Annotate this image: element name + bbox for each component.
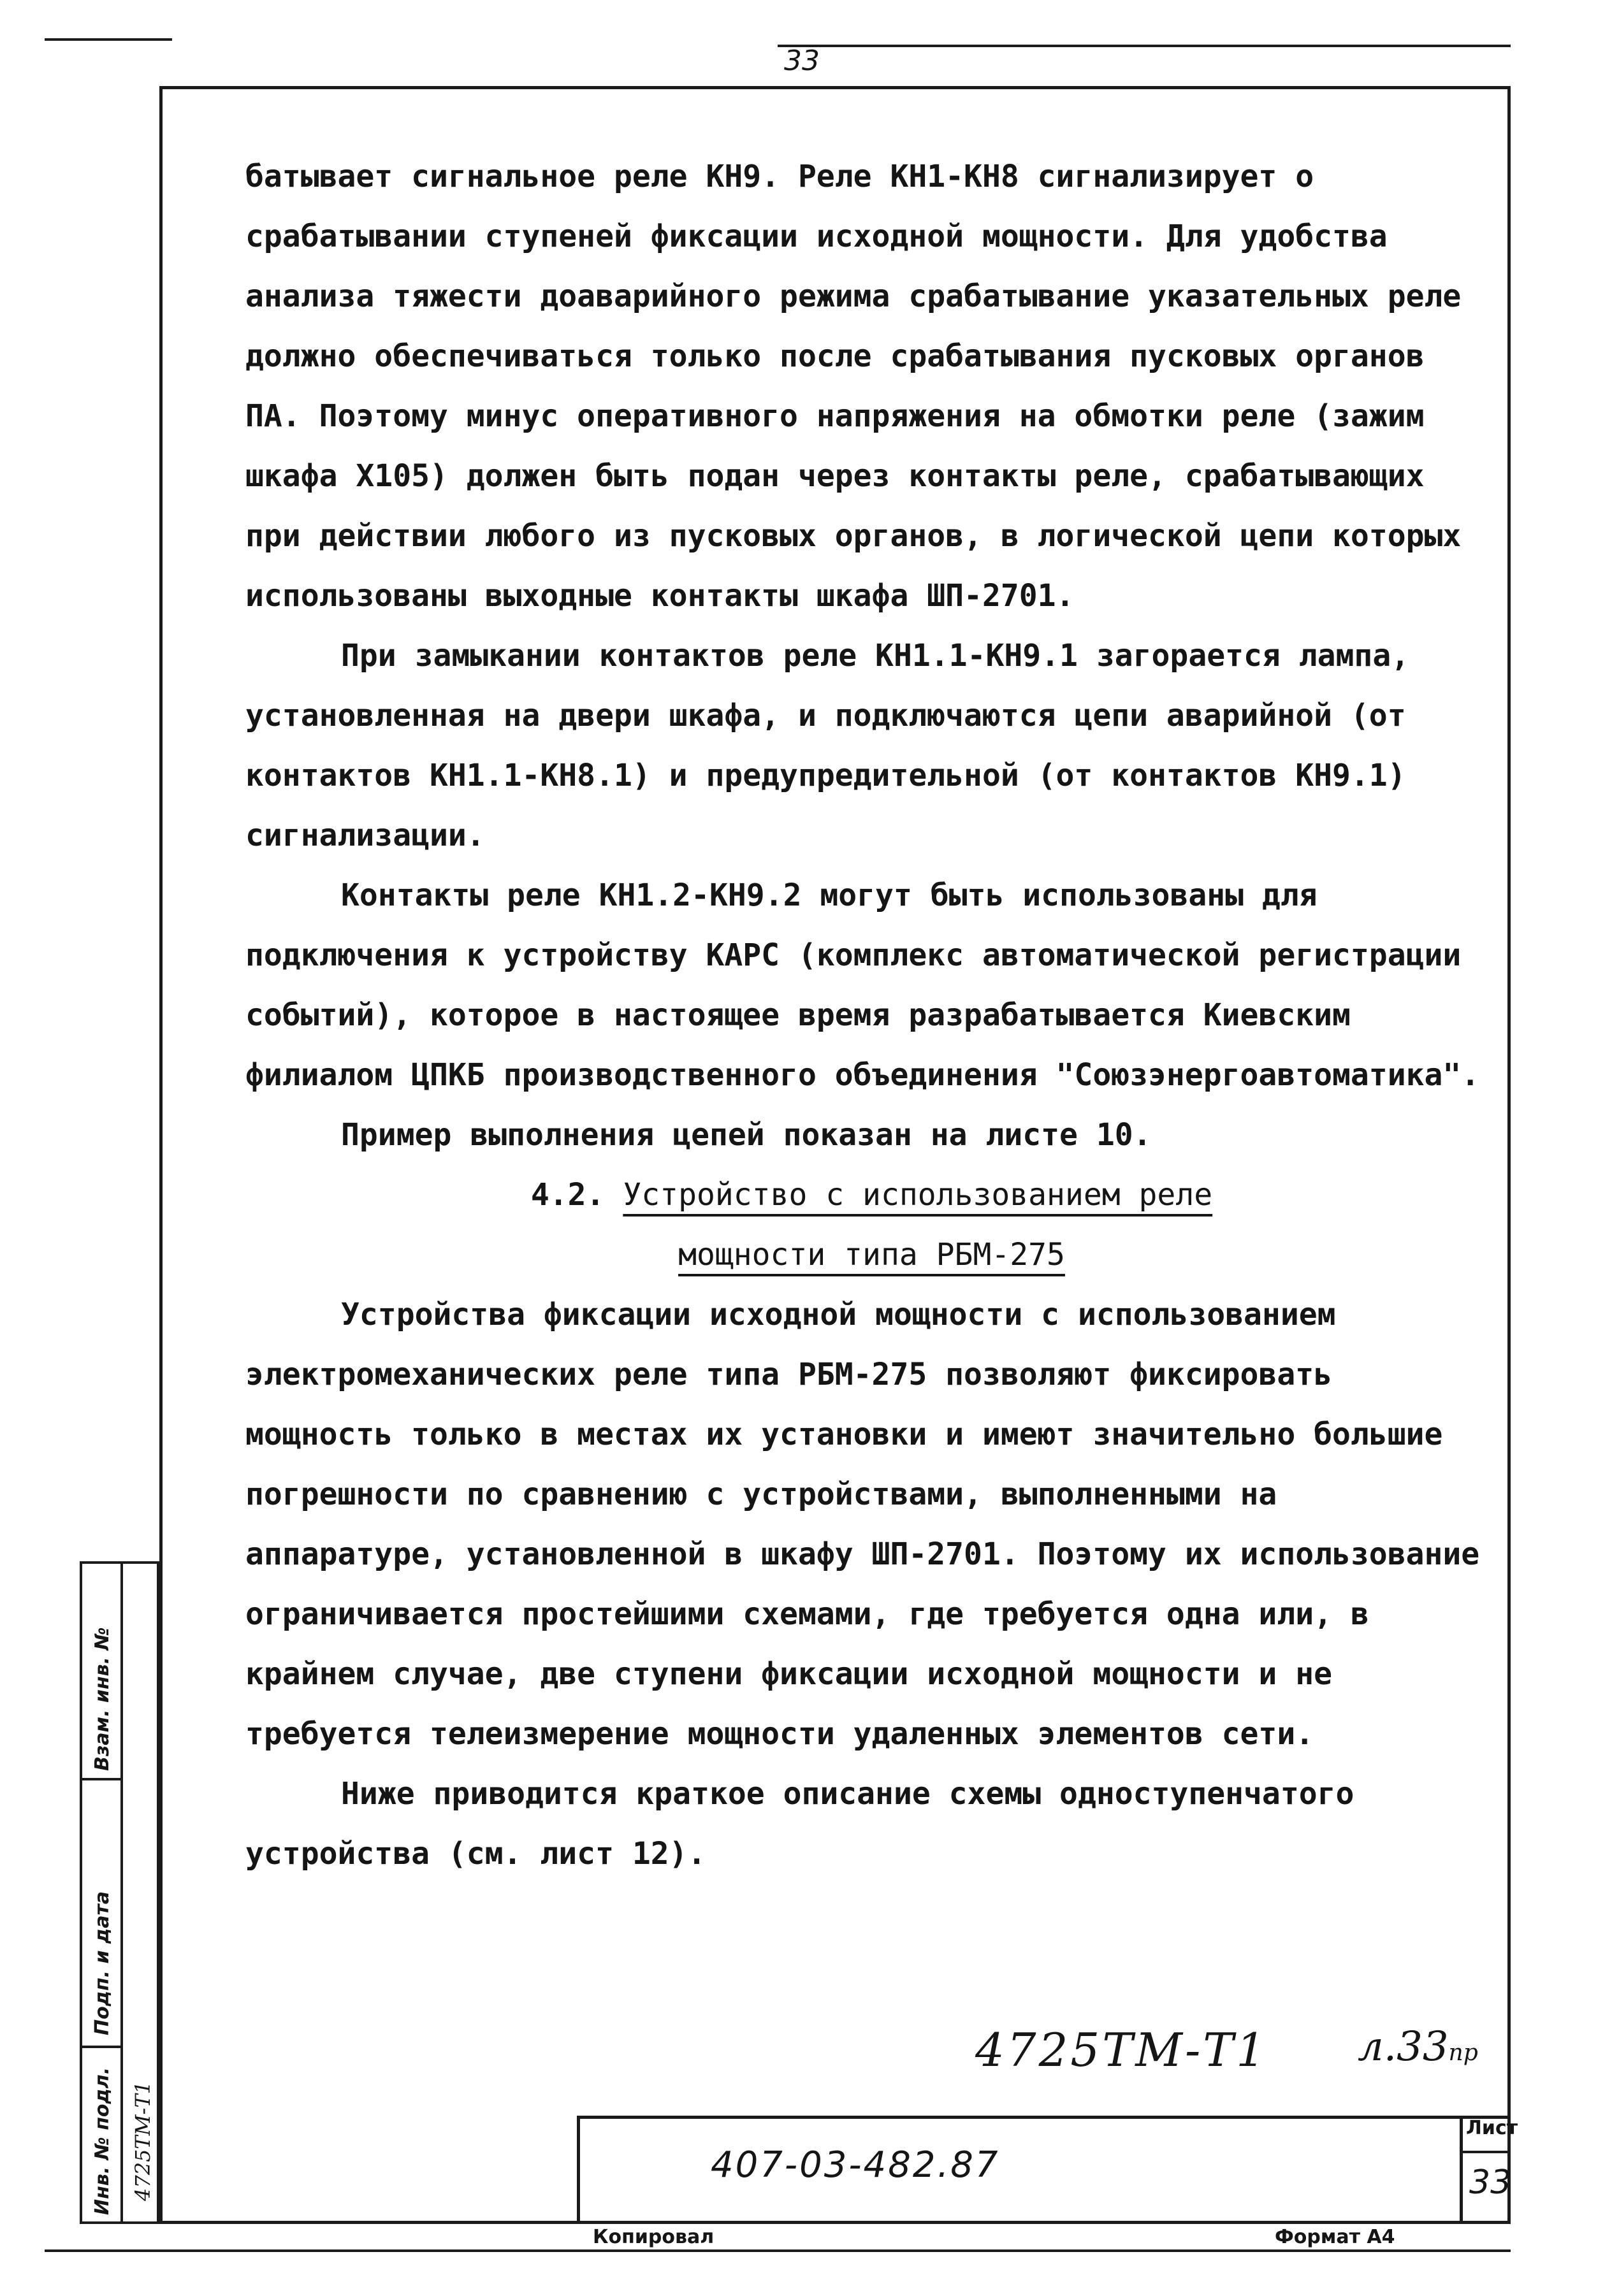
paper-format-label: Формат А4 bbox=[1275, 2226, 1395, 2248]
stamp-cell-replacement bbox=[82, 1564, 120, 1780]
stamp-handwritten-inventory: 4725ТМ-Т1 bbox=[131, 2081, 155, 2201]
page-number-top: 33 bbox=[784, 45, 820, 77]
paragraph-intro-4: Пример выполнения цепей показан на листе 10. bbox=[341, 1117, 1152, 1153]
stamp-label-signature: Подп. и дата bbox=[91, 1891, 113, 2035]
handwritten-sheet-value: л.33 bbox=[1358, 2023, 1449, 2070]
paragraph-section-1: Устройства фиксации исходной мощности с использованием электромеханических реле типа РБМ-275 позволяют фиксировать мощность только в местах их установки и имеют значительно большие погрешности по сравнению с устройствами, выполненными на аппаратуре, установленной в шкафу ШП-2701. Поэтому их использование ограничивается простейшими схемами, где требуется одна или, в крайнем случае, две ступени фиксации исходной мощности и не требуется телеизмерение мощности удаленных элементов сети. bbox=[245, 1297, 1480, 1752]
handwritten-album-ref: 4725ТМ-Т1 bbox=[975, 2023, 1268, 2077]
sheet-number: 33 bbox=[1469, 2163, 1512, 2202]
paragraph-intro-1: батывает сигнальное реле КН9. Реле КН1-КН8 сигнализирует о срабатывании ступеней фиксации исходной мощности. Для удобства анализа тяжести доаварийного режима срабатывание указательных реле должно обеспечиваться только после срабатывания пусковых органов ПА. Поэтому минус оперативного напряжения на обмотки реле (зажим шкафа Х105) должен быть подан через контакты реле, срабатывающих при действии любого из пусковых органов, в логической цепи которых использованы выходные контакты шкафа ШП-2701. bbox=[245, 159, 1462, 614]
stamp-divider bbox=[120, 1564, 123, 2221]
sheet-label: Лист bbox=[1466, 2117, 1518, 2139]
copied-by-label: Копировал bbox=[593, 2226, 715, 2248]
stamp-label-replacement: Взам. инв. № bbox=[91, 1627, 113, 1771]
title-block-divider bbox=[1460, 2116, 1463, 2224]
top-rule-left bbox=[45, 38, 172, 41]
title-block-sheet-rule bbox=[1460, 2151, 1511, 2153]
paragraph-intro-3: Контакты реле КН1.2-КН9.2 могут быть использованы для подключения к устройству КАРС (комплекс автоматической регистрации событий), которое в настоящее время разрабатывается Киевским филиалом ЦПКБ производственного объединения "Союзэнергоавтоматика". bbox=[245, 877, 1480, 1093]
paragraph-section-2: Ниже приводится краткое описание схемы одноступенчатого устройства (см. лист 12). bbox=[245, 1776, 1354, 1872]
paragraph-intro-2: При замыкании контактов реле КН1.1-КН9.1 загорается лампа, установленная на двери шкафа, и подключаются цепи аварийной (от контактов КН1.1-КН8.1) и предупредительной (от контактов КН9.1) сигнализации. bbox=[245, 638, 1410, 853]
section-heading bbox=[245, 1165, 1498, 1285]
section-number: 4.2. bbox=[530, 1177, 605, 1213]
stamp-cell-original bbox=[82, 2048, 120, 2221]
section-title-line1: Устройство с использованием реле bbox=[623, 1177, 1213, 1213]
section-title-line2: мощности типа РБМ-275 bbox=[678, 1237, 1065, 1273]
footer-rule bbox=[45, 2249, 1511, 2252]
inventory-stamp bbox=[80, 1561, 159, 2224]
handwritten-sheet-ref bbox=[1358, 2023, 1478, 2070]
document-body bbox=[245, 147, 1498, 1884]
document-code: 407-03-482.87 bbox=[711, 2144, 1000, 2186]
top-rule-right bbox=[778, 45, 1511, 47]
handwritten-sheet-suffix: пр bbox=[1448, 2040, 1478, 2066]
stamp-label-original: Инв. № подл. bbox=[91, 2067, 113, 2215]
stamp-cell-signature bbox=[82, 1780, 120, 2048]
